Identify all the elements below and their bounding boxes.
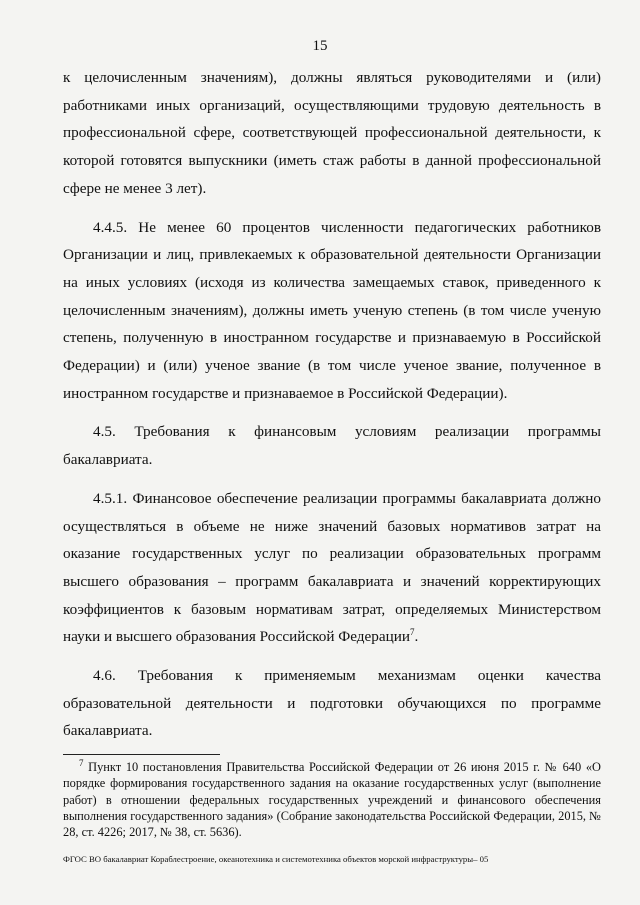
paragraph-4-4-5: 4.4.5. Не менее 60 процентов численности педагогических работников Организации и лиц, привлекаемых к образовательной деятельности Организации на иных условиях (исходя из количества замещаемых ставок, приведенного к целочисленным значениям), должны иметь ученую степень (в том числе ученую степень, полученную в иностранном государстве и признаваемую в Российской Федерации) и (или) ученое звание (в том числе ученое звание, полученное в иностранном государстве и признаваемое в Российской Федерации). xyxy=(63,218,601,402)
paragraph-4-5-1 xyxy=(63,485,601,651)
footnote-text: Пункт 10 постановления Правительства Российской Федерации от 26 июня 2015 г. № 640 «О порядке формирования государственного задания на оказание государственных услуг (выполнение работ) в отношении федеральных государственных учреждений и финансового обеспечения выполнения государственного задания» (Собрание законодательства Российской Федерации, 2015, № 28, ст. 4226; 2017, № 38, ст. 5636). xyxy=(63,760,601,840)
page-footer: ФГОС ВО бакалавриат Кораблестроение, океанотехника и системотехника объектов морской инфраструктуры– 05 xyxy=(63,854,489,864)
footnote-divider xyxy=(63,754,220,755)
footnote-reference: 7 xyxy=(410,627,415,638)
body-text xyxy=(63,64,601,756)
footnote-number: 7 xyxy=(79,757,84,768)
paragraph-4-6: 4.6. Требования к применяемым механизмам оценки качества образовательной деятельности и подготовки обучающихся по программе бакалавриата. xyxy=(63,667,601,740)
paragraph-4-5-1-text: 4.5.1. Финансовое обеспечение реализации программы бакалавриата должно осуществляться в объеме не ниже значений базовых нормативов затрат на оказание государственных услуг по реализации образовательных программ высшего образования – программ бакалавриата и значений корректирующих коэффициентов к базовым нормативам затрат, определяемых Министерством науки и высшего образования Российской Федерации xyxy=(63,489,601,646)
paragraph-4-5-1-end: . xyxy=(414,628,419,646)
paragraph-continuation: к целочисленным значениям), должны являться руководителями и (или) работниками иных организаций, осуществляющими трудовую деятельность в профессиональной сфере, соответствующей профессиональной деятельности, к которой готовятся выпускники (иметь стаж работы в данной профессиональной сфере не менее 3 лет). xyxy=(63,69,601,197)
paragraph-4-5: 4.5. Требования к финансовым условиям реализации программы бакалавриата. xyxy=(63,423,601,469)
footnote xyxy=(63,759,601,840)
page-number: 15 xyxy=(312,38,328,54)
